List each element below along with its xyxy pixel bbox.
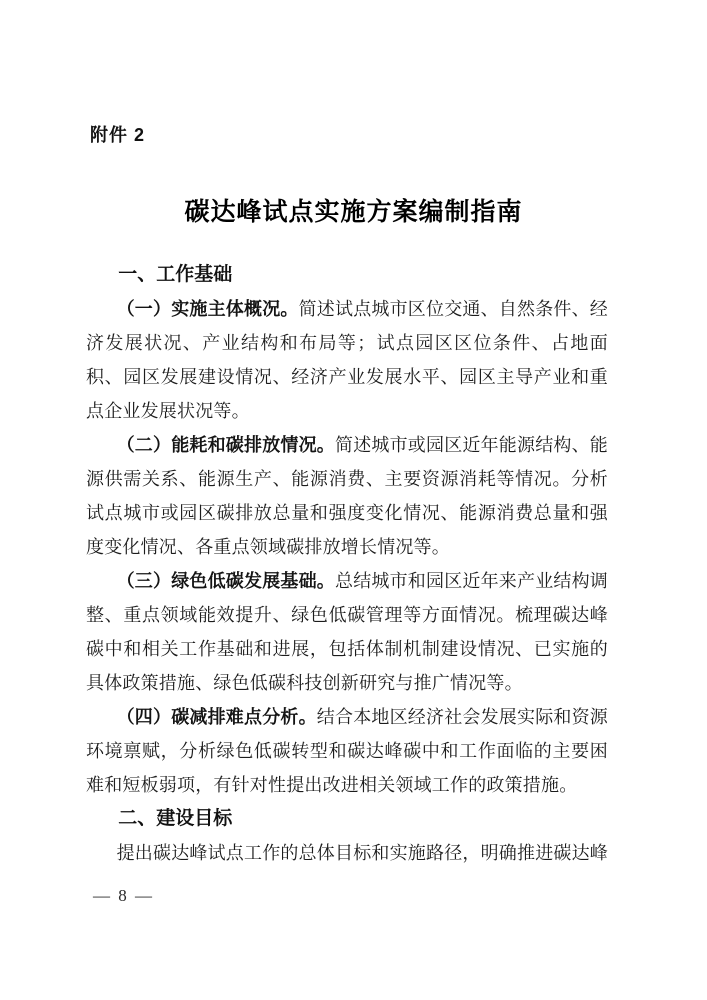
paragraph-lead: （三）绿色低碳发展基础。	[116, 571, 335, 591]
paragraph-lead: （一）实施主体概况。	[116, 299, 299, 319]
paragraph-lead: （二）能耗和碳排放情况。	[116, 435, 335, 455]
paragraph-text: 提出碳达峰试点工作的总体目标和实施路径，明确推进碳达峰	[116, 843, 608, 863]
paragraph-green-lowcarbon-basis	[86, 564, 608, 700]
paragraph-construction-goals-intro	[86, 836, 608, 870]
section-heading-construction-goals: 二、建设目标	[118, 808, 233, 829]
paragraph-emission-reduction-difficulty	[86, 700, 608, 802]
document-body	[86, 258, 608, 870]
attachment-label: 附件 2	[90, 125, 146, 145]
page-number: — 8 —	[93, 886, 154, 905]
paragraph-lead: （四）碳减排难点分析。	[116, 707, 317, 727]
paragraph-text: 简述试点城市区位交通、自然条件、经济发展状况、产业结构和布局等；试点园区区位条件、占地面积、园区发展建设情况、经济产业发展水平、园区主导产业和重点企业发展状况等。	[86, 299, 608, 421]
paragraph-text: 简述城市或园区近年能源结构、能源供需关系、能源生产、能源消费、主要资源消耗等情况。分析试点城市或园区碳排放总量和强度变化情况、能源消费总量和强度变化情况、各重点领域碳排放增长情况等。	[86, 435, 608, 557]
section-heading-work-basis: 一、工作基础	[118, 264, 233, 285]
paragraph-text: 结合本地区经济社会发展实际和资源环境禀赋，分析绿色低碳转型和碳达峰碳中和工作面临的主要困难和短板弱项，有针对性提出改进相关领域工作的政策措施。	[86, 707, 608, 795]
paragraph-implementation-overview	[86, 292, 608, 428]
document-title: 碳达峰试点实施方案编制指南	[184, 199, 523, 226]
paragraph-energy-carbon-status	[86, 428, 608, 564]
paragraph-text: 总结城市和园区近年来产业结构调整、重点领域能效提升、绿色低碳管理等方面情况。梳理碳达峰碳中和相关工作基础和进展，包括体制机制建设情况、已实施的具体政策措施、绿色低碳科技创新研究与推广情况等。	[86, 571, 608, 693]
